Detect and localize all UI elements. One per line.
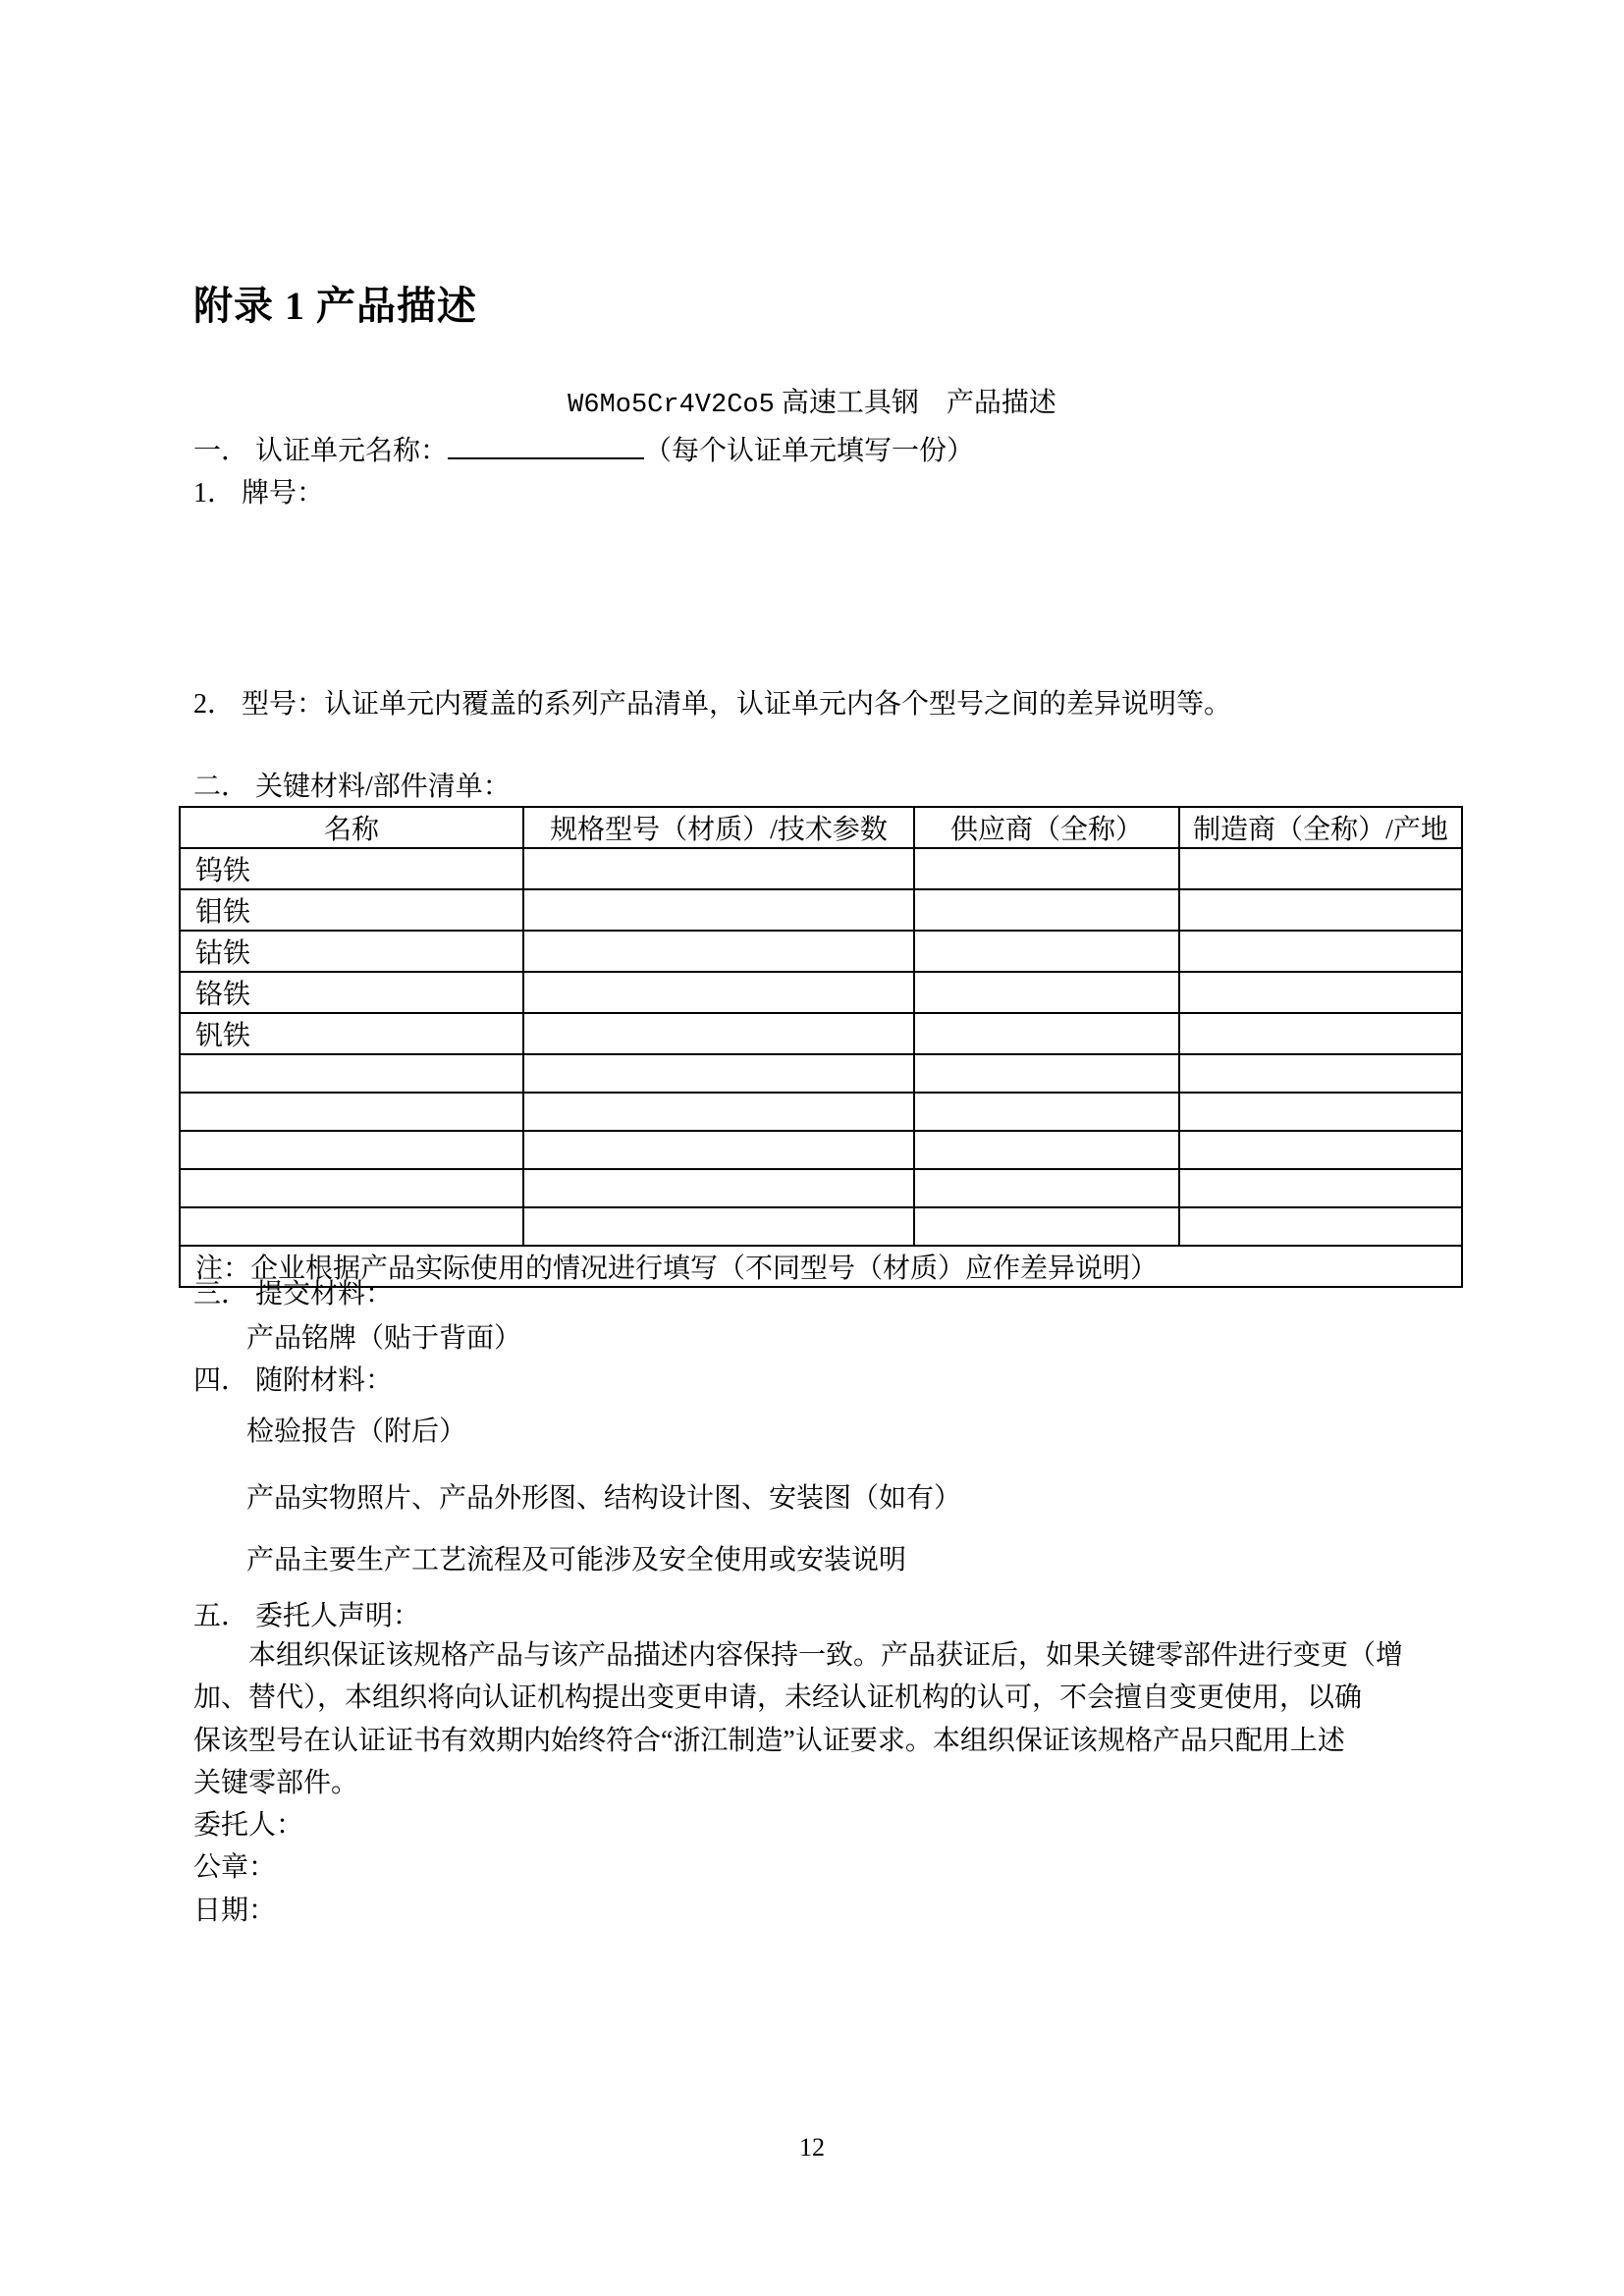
empty-cell <box>1179 1207 1462 1246</box>
accompanying-materials-item-photos: 产品实物照片、产品外形图、结构设计图、安装图（如有） <box>246 1483 962 1514</box>
declaration-paragraph <box>193 1634 1455 1932</box>
key-materials-table <box>179 806 1463 1288</box>
material-name-cell <box>180 1169 523 1207</box>
table-row <box>180 1131 1462 1169</box>
table-header-row <box>180 807 1462 848</box>
table-row <box>180 1093 1462 1131</box>
declaration-line: 保该型号在认证证书有效期内始终符合“浙江制造”认证要求。本组织保证该规格产品只配用上述 <box>193 1725 1345 1756</box>
material-name-cell: 钒铁 <box>180 1013 523 1054</box>
material-name-cell <box>180 1131 523 1169</box>
signature-date-label: 日期： <box>193 1895 277 1926</box>
certification-unit-name-blank <box>448 432 644 459</box>
empty-cell <box>523 1093 914 1131</box>
empty-cell <box>914 889 1179 931</box>
materials-table-body <box>180 848 1462 1246</box>
empty-cell <box>523 972 914 1013</box>
model-item-label: 2． 型号：认证单元内覆盖的系列产品清单，认证单元内各个型号之间的差异说明等。 <box>193 689 1232 720</box>
empty-cell <box>1179 1054 1462 1093</box>
table-row <box>180 889 1462 931</box>
empty-cell <box>914 1169 1179 1207</box>
empty-cell <box>1179 848 1462 889</box>
steel-grade-code: W6Mo5Cr4V2Co5 <box>568 391 775 420</box>
empty-cell <box>523 1169 914 1207</box>
submitted-materials-section-label: 三． 提交材料： <box>193 1279 394 1309</box>
page-number: 12 <box>799 2133 825 2162</box>
table-row <box>180 1054 1462 1093</box>
column-header-supplier: 供应商（全称） <box>914 807 1179 848</box>
empty-cell <box>1179 931 1462 972</box>
declaration-line: 关键零部件。 <box>193 1767 359 1798</box>
empty-cell <box>914 1207 1179 1246</box>
brand-item-label: 1． 牌号： <box>193 478 325 508</box>
empty-cell <box>1179 1169 1462 1207</box>
material-name-cell: 钼铁 <box>180 889 523 931</box>
signature-seal-label: 公章： <box>193 1852 277 1884</box>
empty-cell <box>914 1093 1179 1131</box>
empty-cell <box>1179 972 1462 1013</box>
material-name-cell: 钴铁 <box>180 931 523 972</box>
declaration-line: 加、替代），本组织将向认证机构提出变更申请，未经认证机构的认可，不会擅自变更使用，以确 <box>193 1682 1363 1714</box>
empty-cell <box>523 889 914 931</box>
certification-unit-line <box>193 432 974 468</box>
empty-cell <box>1179 1093 1462 1131</box>
empty-cell <box>523 1013 914 1054</box>
material-name-cell <box>180 1207 523 1246</box>
material-name-cell: 钨铁 <box>180 848 523 889</box>
empty-cell <box>523 1207 914 1246</box>
key-materials-section-label: 二． 关键材料/部件清单： <box>193 772 511 802</box>
empty-cell <box>914 1131 1179 1169</box>
column-header-manufacturer: 制造商（全称）/产地 <box>1179 807 1462 848</box>
empty-cell <box>1179 1013 1462 1054</box>
column-header-name: 名称 <box>180 807 523 848</box>
empty-cell <box>914 1013 1179 1054</box>
declaration-line: 本组织保证该规格产品与该产品描述内容保持一致。产品获证后，如果关键零部件进行变更（增 <box>248 1640 1404 1671</box>
empty-cell <box>523 931 914 972</box>
empty-cell <box>523 1131 914 1169</box>
submitted-materials-item: 产品铭牌（贴于背面） <box>246 1323 522 1354</box>
table-row <box>180 931 1462 972</box>
declaration-section-label: 五． 委托人声明： <box>193 1601 421 1631</box>
empty-cell <box>914 931 1179 972</box>
subtitle-text: 高速工具钢 产品描述 <box>774 388 1056 418</box>
table-row <box>180 1169 1462 1207</box>
signature-principal-label: 委托人： <box>193 1810 304 1842</box>
table-row <box>180 848 1462 889</box>
empty-cell <box>914 1054 1179 1093</box>
empty-cell <box>914 848 1179 889</box>
accompanying-materials-item-process: 产品主要生产工艺流程及可能涉及安全使用或安装说明 <box>246 1545 907 1575</box>
material-name-cell <box>180 1093 523 1131</box>
table-note: 注：企业根据产品实际使用的情况进行填写（不同型号（材质）应作差异说明） <box>180 1246 1462 1287</box>
material-name-cell: 铬铁 <box>180 972 523 1013</box>
table-row <box>180 1013 1462 1054</box>
empty-cell <box>914 972 1179 1013</box>
empty-cell <box>523 1054 914 1093</box>
page-title: 附录 1 产品描述 <box>193 284 477 328</box>
material-name-cell <box>180 1054 523 1093</box>
accompanying-materials-item-report: 检验报告（附后） <box>246 1416 467 1447</box>
certification-unit-suffix: （每个认证单元填写一份） <box>644 436 975 466</box>
product-description-subtitle <box>0 387 1624 421</box>
empty-cell <box>1179 889 1462 931</box>
accompanying-materials-section-label: 四． 随附材料： <box>193 1365 394 1396</box>
certification-unit-label: 一． 认证单元名称： <box>193 436 449 466</box>
empty-cell <box>1179 1131 1462 1169</box>
column-header-spec: 规格型号（材质）/技术参数 <box>523 807 914 848</box>
empty-cell <box>523 848 914 889</box>
table-row <box>180 1207 1462 1246</box>
table-row <box>180 972 1462 1013</box>
